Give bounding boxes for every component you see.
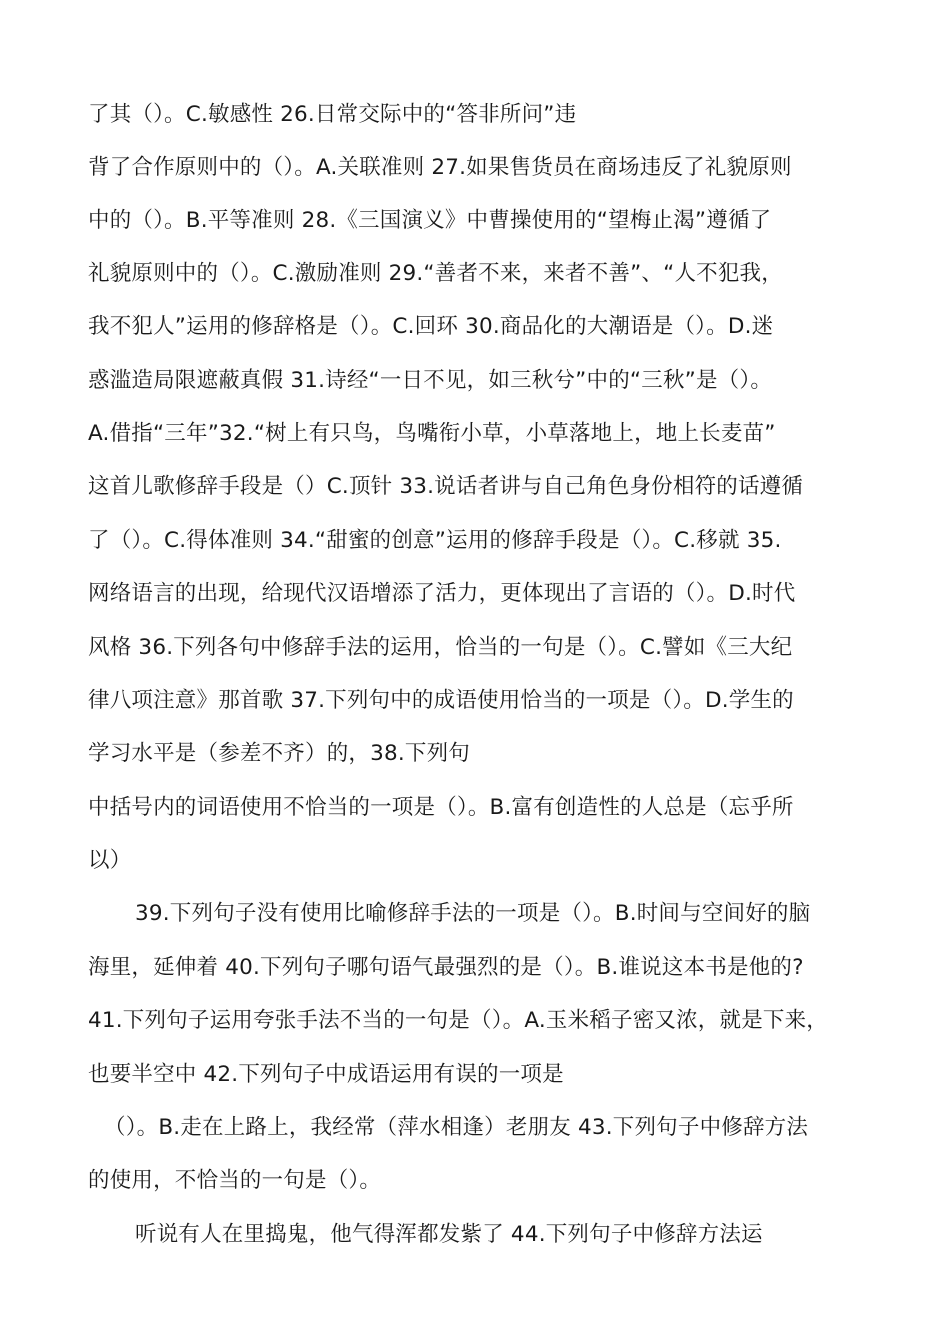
text-line-9: 了（）。C.得体准则 34.“甜蜜的创意”运用的修辞手段是（）。C.移就 35.	[88, 528, 782, 553]
text-line-21: 的使用，不恰当的一句是（）。	[88, 1168, 382, 1193]
text-line-11: 风格 36.下列各句中修辞手法的运用，恰当的一句是（）。C.譬如《三大纪	[88, 635, 793, 660]
text-line-13: 学习水平是（参差不齐）的，38.下列句	[88, 741, 470, 766]
text-line-10: 网络语言的出现，给现代汉语增添了活力，更体现出了言语的（）。D.时代	[88, 581, 796, 606]
text-line-15: 以）	[88, 848, 132, 873]
text-line-22: 听说有人在里捣鬼，他气得浑都发紫了 44.下列句子中修辞方法运	[135, 1222, 763, 1247]
text-line-1: 了其（）。C.敏感性 26.日常交际中的“答非所问”违	[88, 102, 577, 127]
text-line-20: （）。B.走在上路上，我经常（萍水相逢）老朋友 43.下列句子中修辞方法	[104, 1115, 809, 1140]
text-line-3: 中的（）。B.平等准则 28.《三国演义》中曹操使用的“望梅止渴”遵循了	[88, 208, 772, 233]
text-line-7: A.借指“三年”32.“树上有只鸟，鸟嘴衔小草，小草落地上，地上长麦苗”	[88, 421, 776, 446]
text-line-17: 海里，延伸着 40.下列句子哪句语气最强烈的是（）。B.谁说这本书是他的?	[88, 955, 804, 980]
text-line-18: 41.下列句子运用夸张手法不当的一句是（）。A.玉米稻子密又浓，就是下来，	[88, 1008, 829, 1033]
text-line-5: 我不犯人”运用的修辞格是（）。C.回环 30.商品化的大潮语是（）。D.迷	[88, 314, 774, 339]
text-line-16: 39.下列句子没有使用比喻修辞手法的一项是（）。B.时间与空间好的脑	[135, 901, 811, 926]
text-line-4: 礼貌原则中的（）。C.激励准则 29.“善者不来，来者不善”、“人不犯我，	[88, 261, 783, 286]
text-line-12: 律八项注意》那首歌 37.下列句中的成语使用恰当的一项是（）。D.学生的	[88, 688, 794, 713]
text-line-2: 背了合作原则中的（）。A.关联准则 27.如果售货员在商场违反了礼貌原则	[88, 155, 792, 180]
text-line-14: 中括号内的词语使用不恰当的一项是（）。B.富有创造性的人总是（忘乎所	[88, 795, 794, 820]
text-line-8: 这首儿歌修辞手段是（）C.顶针 33.说话者讲与自己角色身份相符的话遵循	[88, 474, 804, 499]
text-line-19: 也要半空中 42.下列句子中成语运用有误的一项是	[88, 1062, 564, 1087]
text-line-6: 惑滥造局限遮蔽真假 31.诗经“一日不见，如三秋兮”中的“三秋”是（）。	[88, 368, 773, 393]
